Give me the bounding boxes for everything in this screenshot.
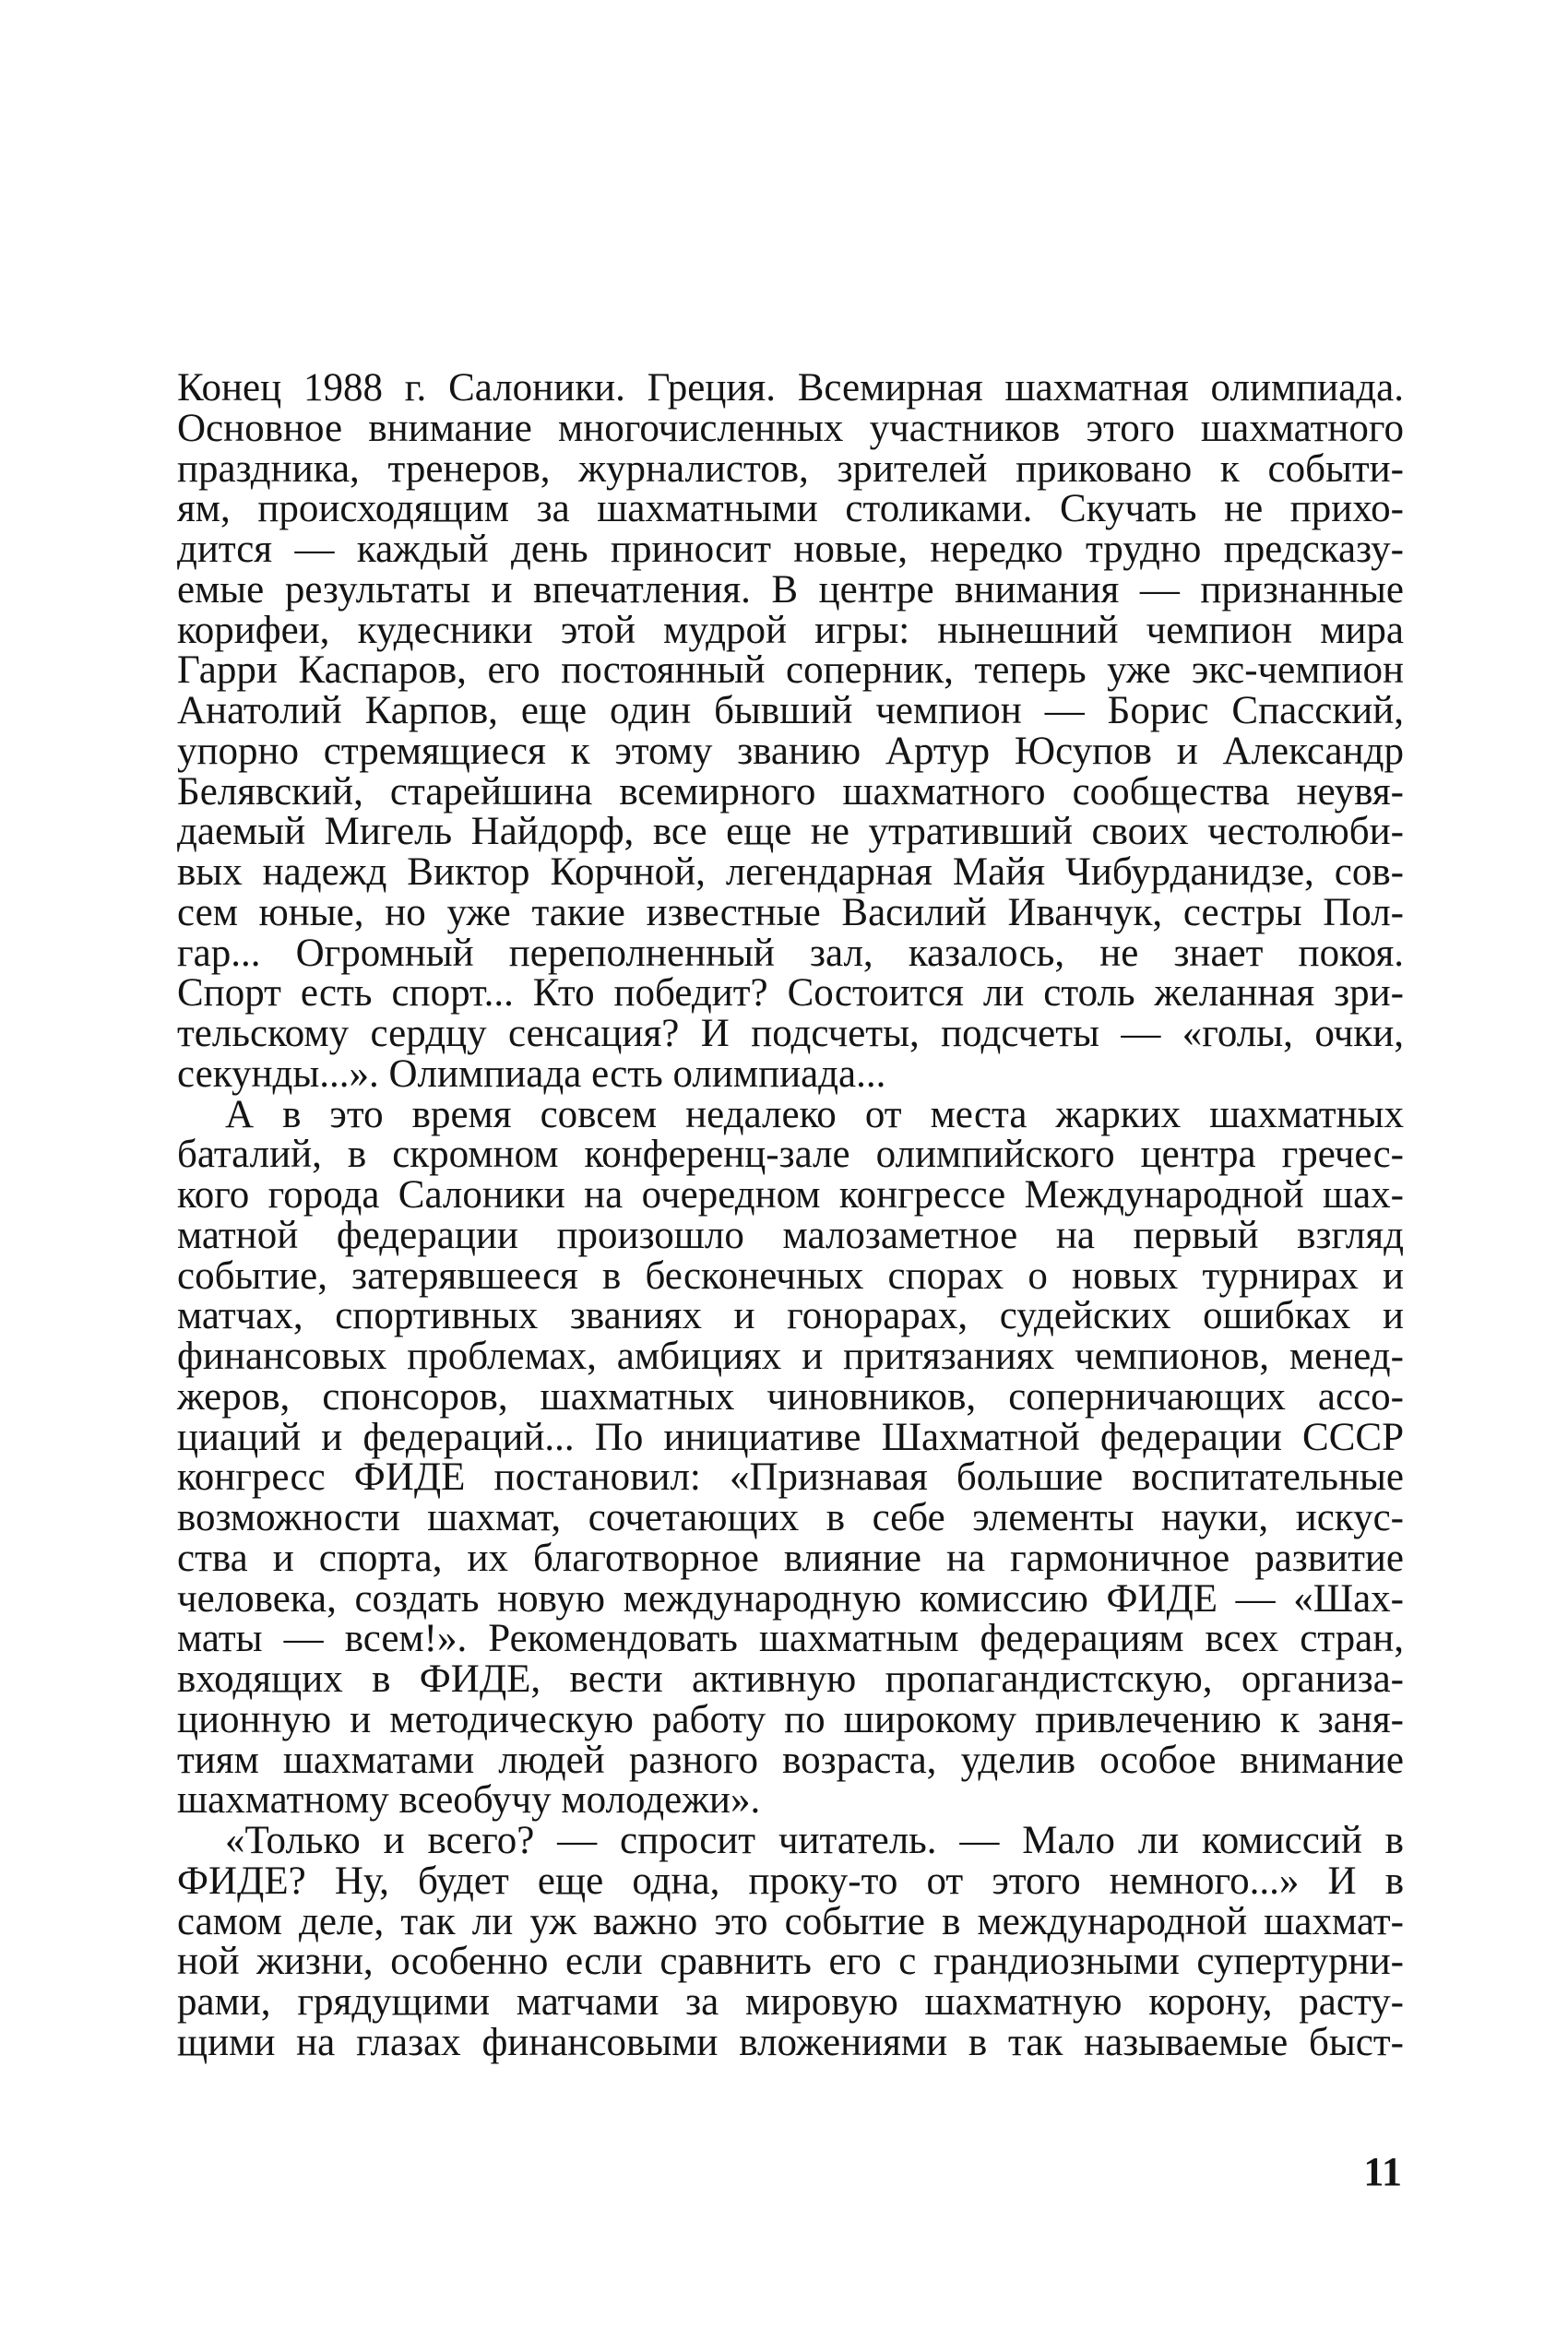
text-line: Анатолий Карпов, еще один бывший чемпион — Борис Спасский, <box>177 689 1404 732</box>
paragraph-2 <box>177 1092 1404 1823</box>
text-line: корифеи, кудесники этой мудрой игры: нынешний чемпион мира <box>177 608 1404 652</box>
text-line: Гарри Каспаров, его постоянный соперник, теперь уже экс-чемпион <box>177 648 1404 693</box>
text-line: ства и спорта, их благотворное влияние на гармоничное развитие <box>177 1536 1404 1580</box>
text-line: финансовых проблемах, амбициях и притязаниях чемпионов, менед- <box>177 1335 1404 1378</box>
text-line: матчах, спортивных званиях и гонорарах, судейских ошибках и <box>177 1294 1404 1338</box>
text-line: ФИДЕ? Ну, будет еще одна, проку-то от этого немного...» И в <box>177 1859 1404 1903</box>
text-line: Конец 1988 г. Салоники. Греция. Всемирная шахматная олимпиада. <box>177 366 1404 410</box>
page-number: 11 <box>1363 2149 1402 2194</box>
text-line: шахматному всеобучу молодежи». <box>177 1778 761 1823</box>
text-line: событие, затерявшееся в бесконечных спорах о новых турнирах и <box>177 1253 1404 1298</box>
text-line: тиям шахматами людей разного возраста, уделив особое внимание <box>177 1738 1404 1782</box>
text-line: человека, создать новую международную комиссию ФИДЕ — «Шах- <box>177 1576 1404 1621</box>
text-line: упорно стремящиеся к этому званию Артур Юсупов и Александр <box>177 729 1404 773</box>
text-line: Белявский, старейшина всемирного шахматного сообщества неувя- <box>177 769 1404 814</box>
text-line: вых надежд Виктор Корчной, легендарная Майя Чибурданидзе, сов- <box>177 850 1404 894</box>
text-line: праздника, тренеров, журналистов, зрителей приковано к событи- <box>177 446 1404 491</box>
text-line: «Только и всего? — спросит читатель. — Мало ли комиссий в <box>225 1819 1404 1862</box>
text-line: Спорт есть спорт... Кто победит? Состоится ли столь желанная зри- <box>177 971 1404 1016</box>
text-line: конгресс ФИДЕ постановил: «Признавая большие воспитательные <box>177 1455 1404 1500</box>
text-line: тельскому сердцу сенсация? И подсчеты, подсчеты — «голы, очки, <box>177 1012 1404 1055</box>
text-line: секунды...». Олимпиада есть олимпиада... <box>177 1051 886 1096</box>
text-line: ной жизни, особенно если сравнить его с грандиозными супертурни- <box>177 1940 1404 1984</box>
text-line: матной федерации произошло малозаметное на первый взгляд <box>177 1213 1404 1257</box>
text-line: жеров, спонсоров, шахматных чиновников, соперничающих ассо- <box>177 1374 1404 1419</box>
body-text <box>177 368 1404 2063</box>
text-line: баталий, в скромном конференц-зале олимпийского центра гречес- <box>177 1133 1404 1177</box>
text-line: гар... Огромный переполненный зал, казалось, не знает покоя. <box>177 931 1404 975</box>
text-line: возможности шахмат, сочетающих в себе элементы науки, искус- <box>177 1496 1404 1539</box>
paragraph-3 <box>177 1821 1404 2063</box>
text-line: дится — каждый день приносит новые, нередко трудно предсказу- <box>177 528 1404 571</box>
text-line: циаций и федераций... По инициативе Шахматной федерации СССР <box>177 1415 1404 1459</box>
text-line: самом деле, так ли уж важно это событие в международной шахмат- <box>177 1899 1404 1943</box>
text-line: А в это время совсем недалеко от места жарких шахматных <box>225 1092 1404 1136</box>
paragraph-1 <box>177 368 1404 1095</box>
text-line: входящих в ФИДЕ, вести активную пропагандистскую, организа- <box>177 1657 1404 1701</box>
text-line: Основное внимание многочисленных участников этого шахматного <box>177 406 1404 450</box>
text-line: маты — всем!». Рекомендовать шахматным федерациям всех стран, <box>177 1617 1404 1661</box>
text-line: щими на глазах финансовыми вложениями в так называемые быст- <box>177 2020 1404 2064</box>
text-line: кого города Салоники на очередном конгрессе Международной шах- <box>177 1173 1404 1217</box>
text-line: ционную и методическую работу по широкому привлечению к заня- <box>177 1697 1404 1741</box>
text-line: рами, грядущими матчами за мировую шахматную корону, расту- <box>177 1980 1404 2024</box>
text-line: сем юные, но уже такие известные Василий Иванчук, сестры Пол- <box>177 890 1404 934</box>
text-line: емые результаты и впечатления. В центре внимания — признанные <box>177 567 1404 612</box>
text-line: ям, происходящим за шахматными столиками. Скучать не прихо- <box>177 487 1404 531</box>
text-line: даемый Мигель Найдорф, все еще не утративший своих честолюби- <box>177 810 1404 854</box>
